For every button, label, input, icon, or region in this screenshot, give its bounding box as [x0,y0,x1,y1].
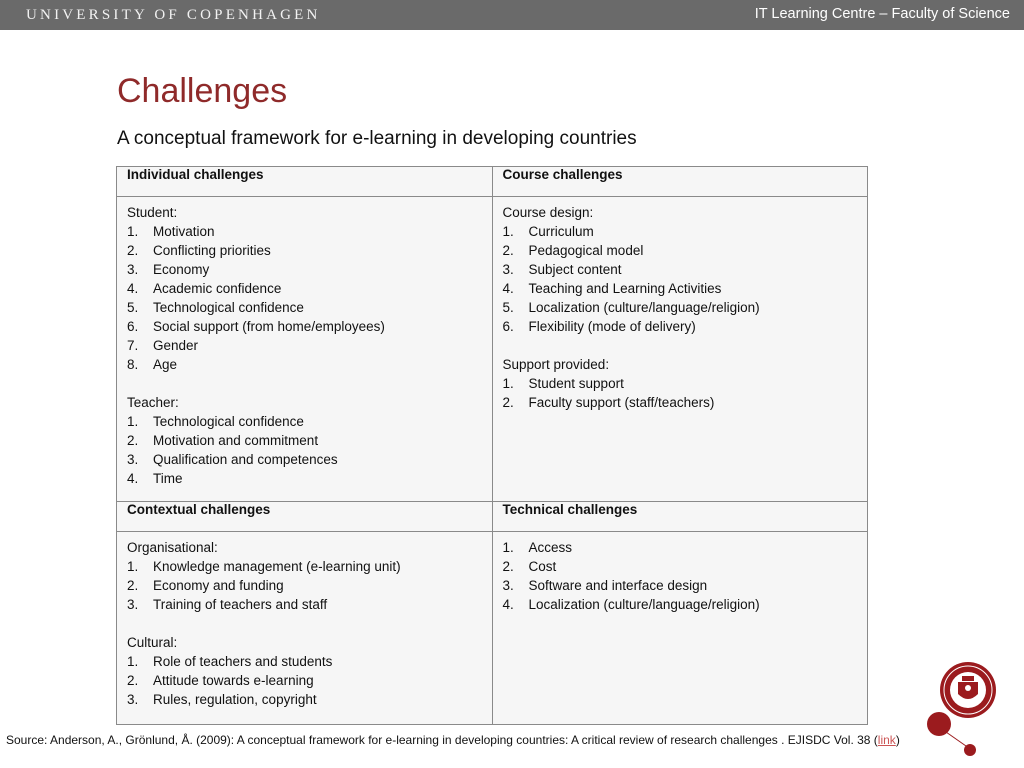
organisational-label: Organisational: [127,540,218,555]
cultural-label: Cultural: [127,635,178,650]
list-item: Motivation [153,224,215,239]
list-item: Technological confidence [153,300,304,315]
header-contextual-challenges: Contextual challenges [117,502,493,532]
organisational-list [127,557,482,614]
list-item: Conflicting priorities [153,243,271,258]
contextual-challenges-cell [117,532,493,725]
challenges-table [116,166,868,725]
course-design-label: Course design: [502,205,594,220]
list-item: Flexibility (mode of delivery) [528,319,696,334]
list-item: Cost [528,559,557,574]
list-item: Rules, regulation, copyright [153,692,317,707]
source-text-end: ) [895,733,900,747]
list-item: Academic confidence [153,281,282,296]
list-item: Student support [528,376,624,391]
list-item: Curriculum [528,224,594,239]
list-item: Technological confidence [153,414,304,429]
list-item: Age [153,357,178,372]
list-item: Economy [153,262,210,277]
top-bar [0,0,1024,30]
header-technical-challenges: Technical challenges [492,502,868,532]
department-name: IT Learning Centre – Faculty of Science [754,6,1010,22]
slide-title: Challenges [117,72,288,110]
list-item: Access [528,540,573,555]
list-item: Economy and funding [153,578,284,593]
list-item: Teaching and Learning Activities [528,281,722,296]
teacher-label: Teacher: [127,395,179,410]
teacher-list [127,412,482,488]
list-item: Qualification and competences [153,452,338,467]
header-individual-challenges: Individual challenges [117,167,493,197]
list-item: Attitude towards e-learning [153,673,314,688]
student-list [127,222,482,374]
list-item: Social support (from home/employees) [153,319,385,334]
list-item: Training of teachers and staff [153,597,328,612]
course-challenges-cell [492,197,868,502]
list-item: Localization (culture/language/religion) [528,300,760,315]
support-provided-label: Support provided: [502,357,610,372]
course-design-list [503,222,858,336]
list-item: Pedagogical model [528,243,644,258]
source-link[interactable]: link [877,733,896,747]
individual-challenges-cell [117,197,493,502]
header-course-challenges: Course challenges [492,167,868,197]
support-provided-list [503,374,858,412]
list-item: Time [153,471,183,486]
university-name: UNIVERSITY OF COPENHAGEN [26,7,321,23]
student-label: Student: [127,205,178,220]
list-item: Faculty support (staff/teachers) [528,395,715,410]
list-item: Role of teachers and students [153,654,333,669]
technical-challenges-cell [492,532,868,725]
list-item: Software and interface design [528,578,708,593]
technical-list [503,538,858,614]
list-item: Knowledge management (e-learning unit) [153,559,401,574]
decorative-dots-icon [924,710,984,760]
list-item: Subject content [528,262,622,277]
source-text: Source: Anderson, A., Grönlund, Å. (2009): A conceptual framework for e-learning in developing countries: A critical review of research challenges . EJISDC Vol. 38 ( [6,733,878,747]
slide-subtitle: A conceptual framework for e-learning in developing countries [117,128,637,149]
cultural-list [127,652,482,709]
list-item: Motivation and commitment [153,433,319,448]
list-item: Gender [153,338,199,353]
list-item: Localization (culture/language/religion) [528,597,760,612]
source-citation [6,733,900,747]
